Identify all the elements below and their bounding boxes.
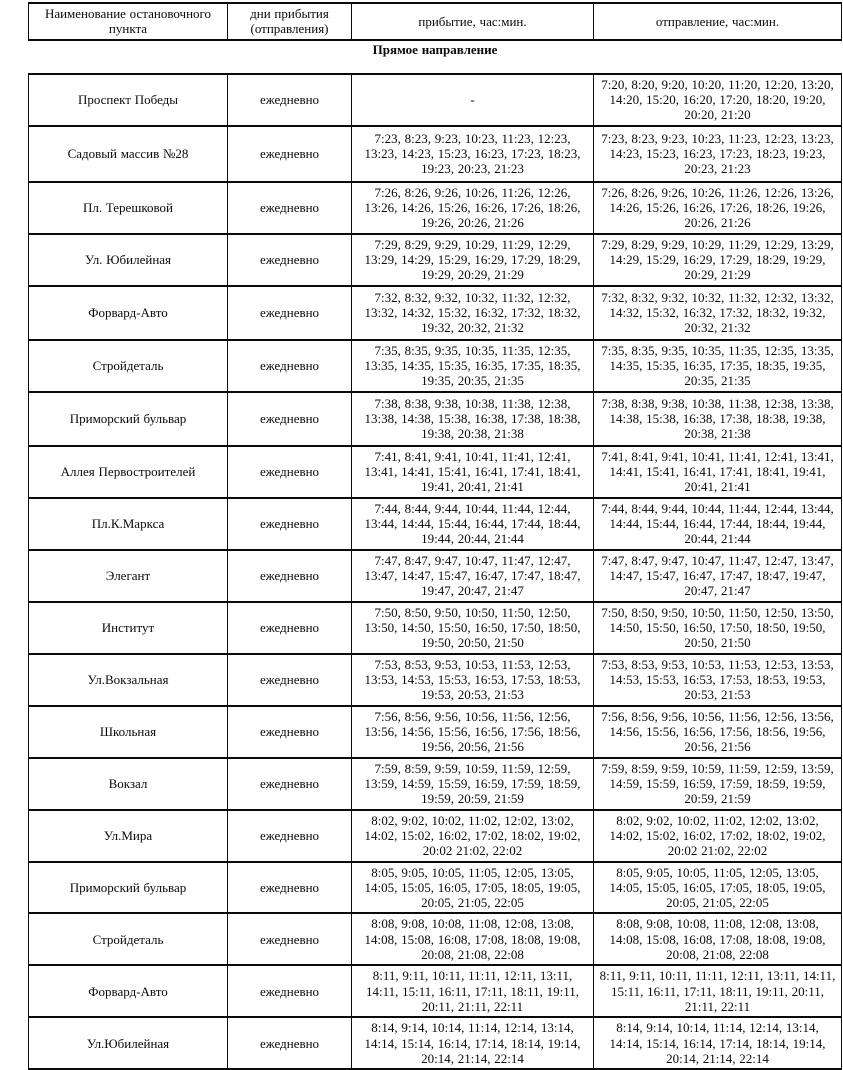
stop-name-cell: Пл. Терешковой xyxy=(29,182,228,234)
departure-times-cell: 7:56, 8:56, 9:56, 10:56, 11:56, 12:56, 13:56, 14:56, 15:56, 16:56, 17:56, 18:56, 19:56, 20:56, 21:56 xyxy=(594,706,842,758)
stop-name-cell: Аллея Первостроителей xyxy=(29,446,228,498)
departure-times-cell: 8:08, 9:08, 10:08, 11:08, 12:08, 13:08, 14:08, 15:08, 16:08, 17:08, 18:08, 19:08, 20:08, 21:08, 22:08 xyxy=(594,913,842,965)
days-cell: ежедневно xyxy=(228,550,352,602)
stop-name-cell: Институт xyxy=(29,602,228,654)
days-cell: ежедневно xyxy=(228,654,352,706)
departure-times-cell: 7:35, 8:35, 9:35, 10:35, 11:35, 12:35, 13:35, 14:35, 15:35, 16:35, 17:35, 18:35, 19:35, 20:35, 21:35 xyxy=(594,340,842,392)
arrival-times-cell: 7:41, 8:41, 9:41, 10:41, 11:41, 12:41, 13:41, 14:41, 15:41, 16:41, 17:41, 18:41, 19:41, 20:41, 21:41 xyxy=(352,446,594,498)
stop-name-cell: Стройдеталь xyxy=(29,913,228,965)
table-row xyxy=(29,758,842,810)
days-cell: ежедневно xyxy=(228,913,352,965)
header-departure: отправление, час:мин. xyxy=(594,3,842,40)
table-row xyxy=(29,602,842,654)
departure-times-cell: 7:32, 8:32, 9:32, 10:32, 11:32, 12:32, 13:32, 14:32, 15:32, 16:32, 17:32, 18:32, 19:32, 20:32, 21:32 xyxy=(594,286,842,340)
arrival-times-cell: 8:14, 9:14, 10:14, 11:14, 12:14, 13:14, 14:14, 15:14, 16:14, 17:14, 18:14, 19:14, 20:14, 21:14, 22:14 xyxy=(352,1017,594,1069)
arrival-times-cell: 7:23, 8:23, 9:23, 10:23, 11:23, 12:23, 13:23, 14:23, 15:23, 16:23, 17:23, 18:23, 19:23, 20:23, 21:23 xyxy=(352,126,594,182)
stop-name-cell: Стройдеталь xyxy=(29,340,228,392)
header-days: дни прибытия (отправления) xyxy=(228,3,352,40)
departure-times-cell: 8:05, 9:05, 10:05, 11:05, 12:05, 13:05, 14:05, 15:05, 16:05, 17:05, 18:05, 19:05, 20:05, 21:05, 22:05 xyxy=(594,862,842,914)
stop-name-cell: Садовый массив №28 xyxy=(29,126,228,182)
days-cell: ежедневно xyxy=(228,74,352,126)
departure-times-cell: 8:02, 9:02, 10:02, 11:02, 12:02, 13:02, 14:02, 15:02, 16:02, 17:02, 18:02, 19:02, 20:02 21:02, 22:02 xyxy=(594,810,842,862)
table-row xyxy=(29,392,842,446)
days-cell: ежедневно xyxy=(228,446,352,498)
section-title: Прямое направление xyxy=(29,40,842,74)
arrival-times-cell: 8:11, 9:11, 10:11, 11:11, 12:11, 13:11, 14:11, 15:11, 16:11, 17:11, 18:11, 19:11, 20:11, 21:11, 22:11 xyxy=(352,965,594,1017)
days-cell: ежедневно xyxy=(228,286,352,340)
days-cell: ежедневно xyxy=(228,234,352,286)
table-row xyxy=(29,913,842,965)
table-row xyxy=(29,182,842,234)
stop-name-cell: Ул.Вокзальная xyxy=(29,654,228,706)
stop-name-cell: Ул.Мира xyxy=(29,810,228,862)
header-stop-name: Наименование остановочного пункта xyxy=(29,3,228,40)
days-cell: ежедневно xyxy=(228,1017,352,1069)
days-cell: ежедневно xyxy=(228,182,352,234)
stop-name-cell: Элегант xyxy=(29,550,228,602)
arrival-times-cell: 7:38, 8:38, 9:38, 10:38, 11:38, 12:38, 13:38, 14:38, 15:38, 16:38, 17:38, 18:38, 19:38, 20:38, 21:38 xyxy=(352,392,594,446)
table-row xyxy=(29,706,842,758)
departure-times-cell: 7:20, 8:20, 9:20, 10:20, 11:20, 12:20, 13:20, 14:20, 15:20, 16:20, 17:20, 18:20, 19:20, 20:20, 21:20 xyxy=(594,74,842,126)
arrival-times-cell: 7:59, 8:59, 9:59, 10:59, 11:59, 12:59, 13:59, 14:59, 15:59, 16:59, 17:59, 18:59, 19:59, 20:59, 21:59 xyxy=(352,758,594,810)
arrival-times-cell: 8:05, 9:05, 10:05, 11:05, 12:05, 13:05, 14:05, 15:05, 16:05, 17:05, 18:05, 19:05, 20:05, 21:05, 22:05 xyxy=(352,862,594,914)
departure-times-cell: 7:29, 8:29, 9:29, 10:29, 11:29, 12:29, 13:29, 14:29, 15:29, 16:29, 17:29, 18:29, 19:29, 20:29, 21:29 xyxy=(594,234,842,286)
arrival-times-cell: 8:02, 9:02, 10:02, 11:02, 12:02, 13:02, 14:02, 15:02, 16:02, 17:02, 18:02, 19:02, 20:02 21:02, 22:02 xyxy=(352,810,594,862)
arrival-times-cell: 7:53, 8:53, 9:53, 10:53, 11:53, 12:53, 13:53, 14:53, 15:53, 16:53, 17:53, 18:53, 19:53, 20:53, 21:53 xyxy=(352,654,594,706)
departure-times-cell: 7:26, 8:26, 9:26, 10:26, 11:26, 12:26, 13:26, 14:26, 15:26, 16:26, 17:26, 18:26, 19:26, 20:26, 21:26 xyxy=(594,182,842,234)
table-row xyxy=(29,550,842,602)
days-cell: ежедневно xyxy=(228,758,352,810)
table-row xyxy=(29,965,842,1017)
stop-name-cell: Проспект Победы xyxy=(29,74,228,126)
table-row xyxy=(29,234,842,286)
table-row xyxy=(29,810,842,862)
header-arrival: прибытие, час:мин. xyxy=(352,3,594,40)
table-row xyxy=(29,126,842,182)
stop-name-cell: Вокзал xyxy=(29,758,228,810)
days-cell: ежедневно xyxy=(228,340,352,392)
stop-name-cell: Ул.Юбилейная xyxy=(29,1017,228,1069)
departure-times-cell: 7:47, 8:47, 9:47, 10:47, 11:47, 12:47, 13:47, 14:47, 15:47, 16:47, 17:47, 18:47, 19:47, 20:47, 21:47 xyxy=(594,550,842,602)
days-cell: ежедневно xyxy=(228,810,352,862)
days-cell: ежедневно xyxy=(228,498,352,550)
departure-times-cell: 7:50, 8:50, 9:50, 10:50, 11:50, 12:50, 13:50, 14:50, 15:50, 16:50, 17:50, 18:50, 19:50, 20:50, 21:50 xyxy=(594,602,842,654)
arrival-times-cell: - xyxy=(352,74,594,126)
departure-times-cell: 7:41, 8:41, 9:41, 10:41, 11:41, 12:41, 13:41, 14:41, 15:41, 16:41, 17:41, 18:41, 19:41, 20:41, 21:41 xyxy=(594,446,842,498)
departure-times-cell: 8:14, 9:14, 10:14, 11:14, 12:14, 13:14, 14:14, 15:14, 16:14, 17:14, 18:14, 19:14, 20:14, 21:14, 22:14 xyxy=(594,1017,842,1069)
arrival-times-cell: 7:29, 8:29, 9:29, 10:29, 11:29, 12:29, 13:29, 14:29, 15:29, 16:29, 17:29, 18:29, 19:29, 20:29, 21:29 xyxy=(352,234,594,286)
table-row xyxy=(29,498,842,550)
bus-timetable xyxy=(28,2,842,1070)
arrival-times-cell: 7:32, 8:32, 9:32, 10:32, 11:32, 12:32, 13:32, 14:32, 15:32, 16:32, 17:32, 18:32, 19:32, 20:32, 21:32 xyxy=(352,286,594,340)
table-row xyxy=(29,1017,842,1069)
departure-times-cell: 7:23, 8:23, 9:23, 10:23, 11:23, 12:23, 13:23, 14:23, 15:23, 16:23, 17:23, 18:23, 19:23, 20:23, 21:23 xyxy=(594,126,842,182)
stop-name-cell: Форвард-Авто xyxy=(29,286,228,340)
stop-name-cell: Ул. Юбилейная xyxy=(29,234,228,286)
arrival-times-cell: 7:56, 8:56, 9:56, 10:56, 11:56, 12:56, 13:56, 14:56, 15:56, 16:56, 17:56, 18:56, 19:56, 20:56, 21:56 xyxy=(352,706,594,758)
days-cell: ежедневно xyxy=(228,602,352,654)
section-row xyxy=(29,40,842,74)
table-row xyxy=(29,286,842,340)
table-row xyxy=(29,654,842,706)
arrival-times-cell: 7:47, 8:47, 9:47, 10:47, 11:47, 12:47, 13:47, 14:47, 15:47, 16:47, 17:47, 18:47, 19:47, 20:47, 21:47 xyxy=(352,550,594,602)
days-cell: ежедневно xyxy=(228,392,352,446)
departure-times-cell: 7:44, 8:44, 9:44, 10:44, 11:44, 12:44, 13:44, 14:44, 15:44, 16:44, 17:44, 18:44, 19:44, 20:44, 21:44 xyxy=(594,498,842,550)
arrival-times-cell: 7:44, 8:44, 9:44, 10:44, 11:44, 12:44, 13:44, 14:44, 15:44, 16:44, 17:44, 18:44, 19:44, 20:44, 21:44 xyxy=(352,498,594,550)
stop-name-cell: Школьная xyxy=(29,706,228,758)
departure-times-cell: 8:11, 9:11, 10:11, 11:11, 12:11, 13:11, 14:11, 15:11, 16:11, 17:11, 18:11, 19:11, 20:11, 21:11, 22:11 xyxy=(594,965,842,1017)
table-row xyxy=(29,74,842,126)
departure-times-cell: 7:38, 8:38, 9:38, 10:38, 11:38, 12:38, 13:38, 14:38, 15:38, 16:38, 17:38, 18:38, 19:38, 20:38, 21:38 xyxy=(594,392,842,446)
days-cell: ежедневно xyxy=(228,126,352,182)
days-cell: ежедневно xyxy=(228,706,352,758)
departure-times-cell: 7:59, 8:59, 9:59, 10:59, 11:59, 12:59, 13:59, 14:59, 15:59, 16:59, 17:59, 18:59, 19:59, 20:59, 21:59 xyxy=(594,758,842,810)
departure-times-cell: 7:53, 8:53, 9:53, 10:53, 11:53, 12:53, 13:53, 14:53, 15:53, 16:53, 17:53, 18:53, 19:53, 20:53, 21:53 xyxy=(594,654,842,706)
stop-name-cell: Приморский бульвар xyxy=(29,392,228,446)
stop-name-cell: Приморский бульвар xyxy=(29,862,228,914)
arrival-times-cell: 7:26, 8:26, 9:26, 10:26, 11:26, 12:26, 13:26, 14:26, 15:26, 16:26, 17:26, 18:26, 19:26, 20:26, 21:26 xyxy=(352,182,594,234)
stop-name-cell: Пл.К.Маркса xyxy=(29,498,228,550)
arrival-times-cell: 8:08, 9:08, 10:08, 11:08, 12:08, 13:08, 14:08, 15:08, 16:08, 17:08, 18:08, 19:08, 20:08, 21:08, 22:08 xyxy=(352,913,594,965)
table-row xyxy=(29,862,842,914)
table-row xyxy=(29,446,842,498)
header-row xyxy=(29,3,842,40)
arrival-times-cell: 7:50, 8:50, 9:50, 10:50, 11:50, 12:50, 13:50, 14:50, 15:50, 16:50, 17:50, 18:50, 19:50, 20:50, 21:50 xyxy=(352,602,594,654)
stop-name-cell: Форвард-Авто xyxy=(29,965,228,1017)
arrival-times-cell: 7:35, 8:35, 9:35, 10:35, 11:35, 12:35, 13:35, 14:35, 15:35, 16:35, 17:35, 18:35, 19:35, 20:35, 21:35 xyxy=(352,340,594,392)
table-row xyxy=(29,340,842,392)
days-cell: ежедневно xyxy=(228,862,352,914)
days-cell: ежедневно xyxy=(228,965,352,1017)
